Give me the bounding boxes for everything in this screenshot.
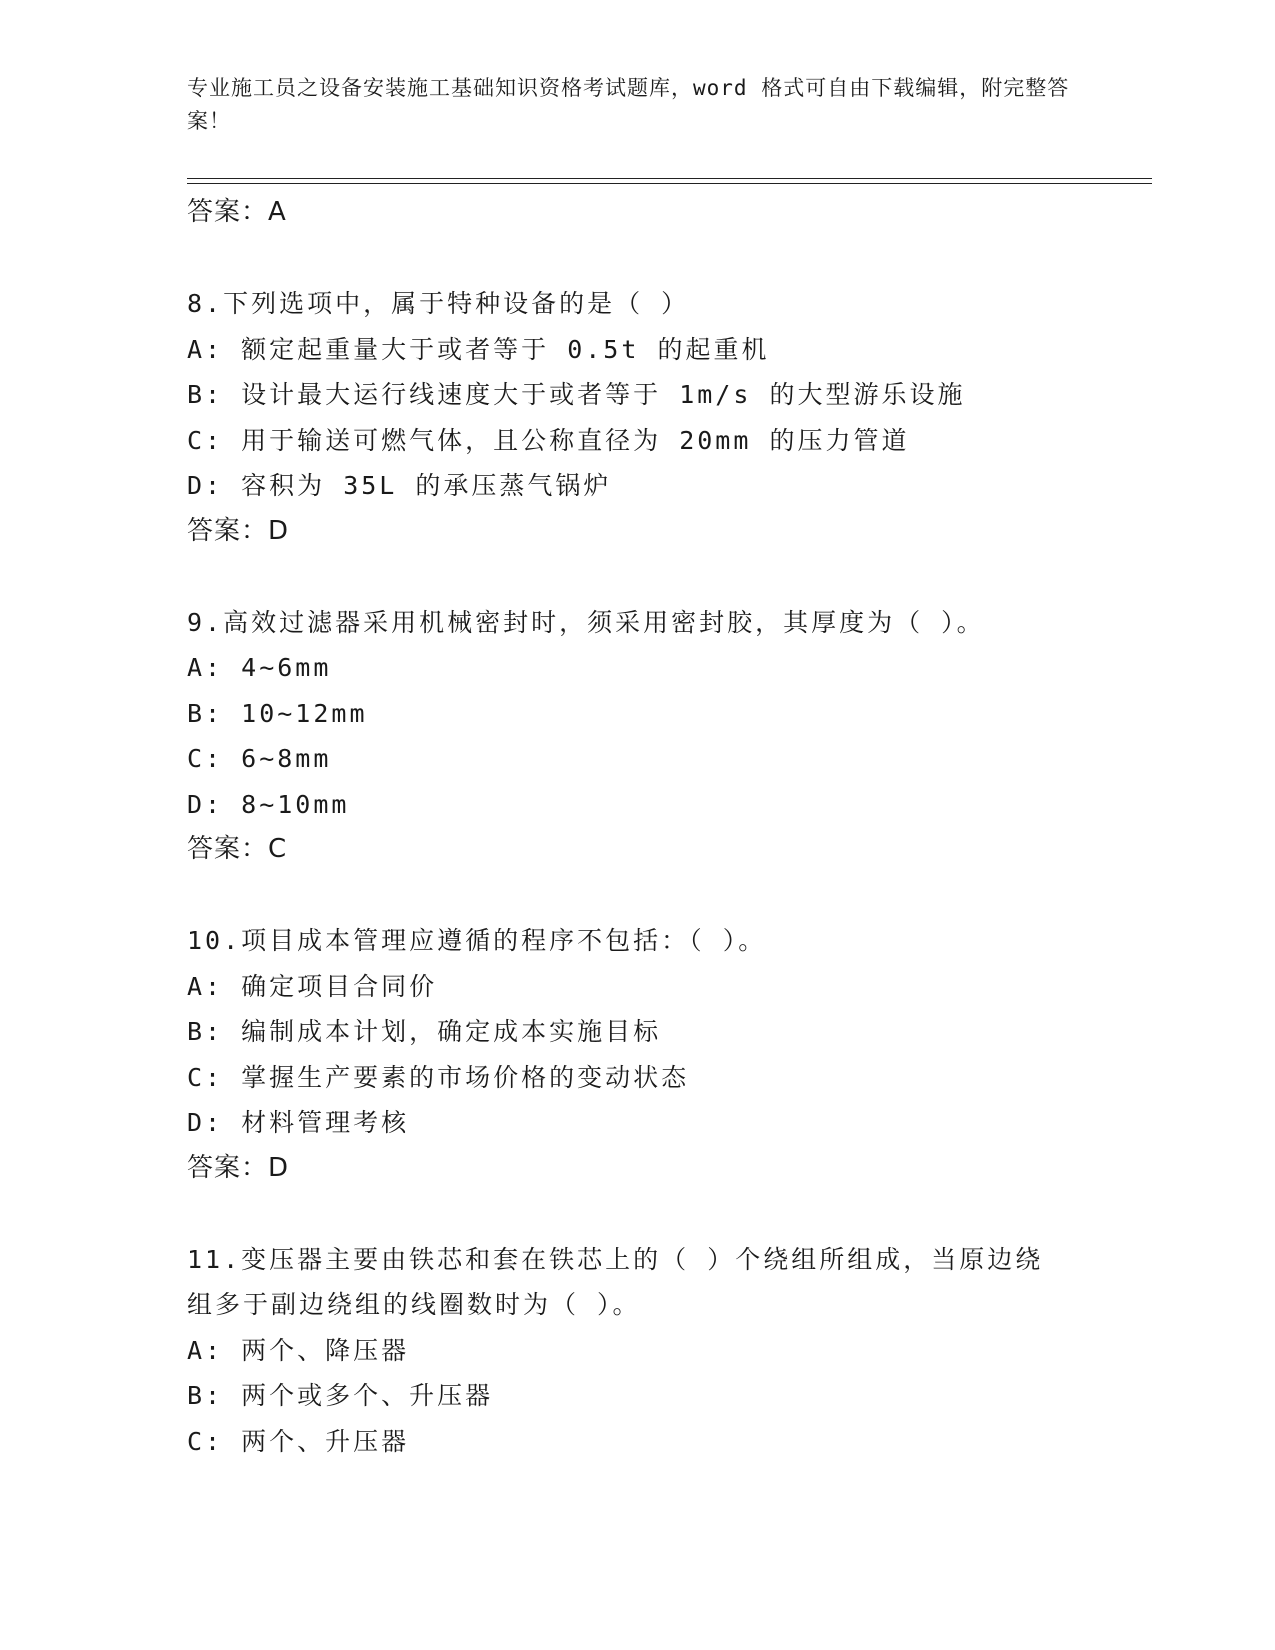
- option-b: B: 设计最大运行线速度大于或者等于 1m/s 的大型游乐设施: [187, 380, 966, 409]
- option-b: B: 两个或多个、升压器: [187, 1381, 494, 1410]
- answer-line: 答案：C: [187, 834, 288, 864]
- option-b: B: 10~12mm: [187, 698, 368, 728]
- option-c: C: 两个、升压器: [187, 1426, 410, 1456]
- question-11: [187, 1237, 1127, 1465]
- option-a: A: 额定起重量大于或者等于 0.5t 的起重机: [187, 334, 770, 364]
- answer-line: 答案：D: [187, 1152, 290, 1183]
- question-stem-line-2: 组多于副边绕组的线圈数时为（ ）。: [187, 1290, 641, 1319]
- question-stem: 8.下列选项中，属于特种设备的是（ ）: [187, 289, 690, 318]
- option-d: D: 8~10mm: [187, 789, 350, 819]
- spacer: [187, 236, 1127, 282]
- spacer: [187, 873, 1127, 919]
- option-c: C: 掌握生产要素的市场价格的变动状态: [187, 1062, 690, 1092]
- option-c: C: 6~8mm: [187, 744, 332, 773]
- option-a: A: 确定项目合同价: [187, 971, 438, 1001]
- option-c: C: 用于输送可燃气体，且公称直径为 20mm 的压力管道: [187, 425, 910, 455]
- spacer: [187, 1191, 1127, 1237]
- spacer: [187, 554, 1127, 600]
- question-stem: 9.高效过滤器采用机械密封时，须采用密封胶，其厚度为（ ）。: [187, 607, 985, 637]
- option-a: A: 两个、降压器: [187, 1335, 410, 1365]
- header-rule-bottom: [187, 183, 1152, 184]
- question-10: [187, 918, 1127, 1191]
- answer-line: 答案：A: [187, 197, 287, 227]
- question-stem: 10.项目成本管理应遵循的程序不包括：（ ）。: [187, 926, 767, 955]
- document-header: [187, 72, 1087, 138]
- option-b: B: 编制成本计划，确定成本实施目标: [187, 1017, 662, 1046]
- question-9: [187, 600, 1127, 873]
- option-d: D: 材料管理考核: [187, 1108, 410, 1137]
- option-a: A: 4~6mm: [187, 653, 332, 682]
- answer-line: 答案：D: [187, 515, 290, 546]
- header-text: 专业施工员之设备安装施工基础知识资格考试题库，word 格式可自由下载编辑，附完整答案！: [187, 76, 1070, 133]
- question-list: [187, 190, 1127, 1464]
- header-rule-top: [187, 178, 1152, 179]
- option-d: D: 容积为 35L 的承压蒸气锅炉: [187, 471, 612, 500]
- question-stem-line-1: 11.变压器主要由铁芯和套在铁芯上的（ ）个绕组所组成，当原边绕: [187, 1244, 1044, 1274]
- question-8: [187, 281, 1127, 554]
